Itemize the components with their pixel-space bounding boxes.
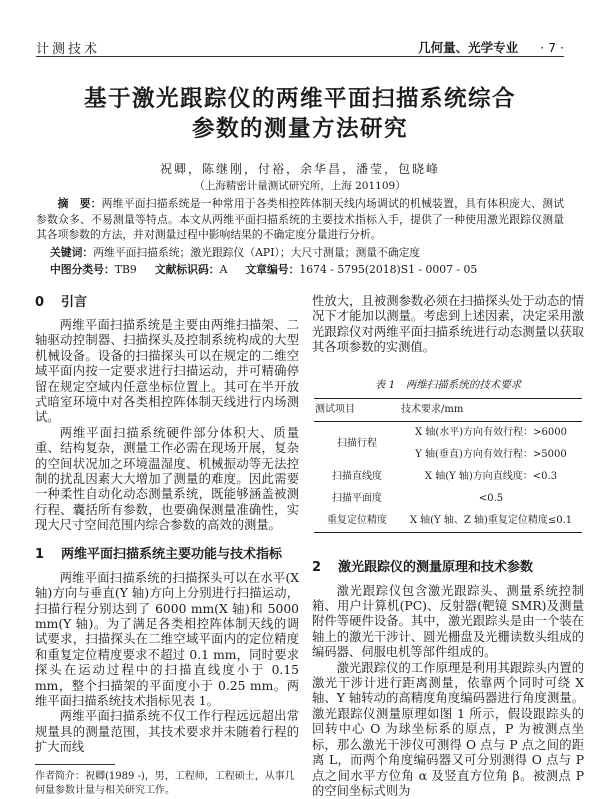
authors: 祝卿，陈继刚，付裕，余华昌，潘莹，包晓峰	[159, 162, 440, 176]
table-cell: <0.5	[478, 493, 504, 505]
section-title: 激光跟踪仪的测量原理和技术参数	[338, 559, 534, 575]
article-number-value: 1674 - 5795(2018)S1 - 0007 - 05	[299, 263, 478, 276]
section-title: 两维平面扫描系统主要功能与技术指标	[61, 546, 283, 562]
table-cell: 扫描平面度	[332, 493, 382, 505]
table-cell: X 轴(Y 轴)方向直线度：<0.3	[424, 471, 558, 483]
section-number: 1	[35, 546, 45, 562]
section-2-heading	[312, 559, 584, 577]
footnote-block	[35, 756, 299, 798]
paragraph: 两维平面扫描系统不仅工作行程远远超出常规量具的测量范围，其技术要求并未随着行程的扩大而线	[35, 709, 299, 755]
running-header	[418, 38, 564, 56]
header-rule	[36, 56, 564, 57]
footnote-rule	[35, 764, 115, 765]
table-row	[314, 421, 582, 444]
paragraph: 激光跟踪仪的工作原理是利用其跟踪头内置的激光干涉计进行距离测量，依靠两个同时可绕 X 轴、Y 轴转动的高精度角度编码器进行角度测量。激光跟踪仪测量原理如图 1 所示，假设跟踪头的回转中心 O 为球坐标系的原点，P 为被测点坐标，那么激光干涉仪可测得 O 点与 P 点之间的距离 L，而两个角度编码器又可分别测得 O 点与 P 点之间水平方位角 α 及竖直方位角 β。被测点 P 的空间坐标式则为	[312, 660, 584, 798]
paragraph: 两维平面扫描系统是主要由两维扫描架、二轴驱动控制器、扫描探头及控制系统构成的大型机械设备。设备的扫描探头可以在规定的二维空域平面内按一定要求进行扫描运动，并可精确停留在规定空域内任意坐标位置上。其可在半开放式暗室环境中对各类相控阵体制天线进行内场测试。	[35, 318, 299, 425]
paragraph: 性放大，且被测参数必须在扫描探头处于动态的情况下才能加以测量。考虑到上述因素，决定采用激光跟踪仪对两维平面扫描系统进行动态测量以获取其各项参数的实测值。	[312, 294, 584, 355]
abstract	[36, 196, 564, 243]
table-header-row	[314, 398, 582, 421]
article-number-label: 文章编号：	[245, 263, 300, 276]
table-cell: 扫描直线度	[332, 471, 382, 483]
paper-title	[0, 84, 600, 144]
keywords-label: 关键词：	[50, 245, 94, 259]
table-cell: 扫描行程	[337, 438, 377, 450]
section-0-heading	[35, 294, 299, 312]
table-caption: 表 1 两维扫描系统的技术要求	[374, 378, 522, 391]
table-row	[314, 488, 582, 510]
classification-line	[36, 262, 564, 278]
table-cell: X 轴(水平)方向有效行程：>6000	[415, 427, 567, 439]
front-matter	[36, 196, 564, 278]
affiliation: （上海精密计量测试研究所，上海 201109）	[194, 180, 406, 192]
paragraph: 两维平面扫描系统的扫描探头可以在水平(X 轴)方向与垂直(Y 轴)方向上分别进行扫描运动，扫描行程分别达到了 6000 mm(X 轴)和 5000 mm(Y 轴)。为了满足各类相控阵体制天线的调试要求，扫描探头在二维空域平面内的定位精度和重复定位精度要求不超过 0.1 mm，同时要求探头在运动过程中的扫描直线度小于 0.15 mm，整个扫描架的平面度小于 0.25 mm。两维平面扫描系统技术指标见表 1。	[35, 570, 299, 708]
section-number: 0	[35, 295, 45, 310]
title-line-2: 参数的测量方法研究	[191, 116, 408, 142]
section-title: 引言	[61, 295, 88, 310]
table-1	[314, 398, 582, 533]
table-row	[314, 510, 582, 533]
page-number: · 7 ·	[540, 40, 564, 55]
clc-value: TB9	[114, 263, 137, 276]
table-cell: Y 轴(垂直)方向有效行程：>5000	[415, 449, 567, 461]
paragraph: 两维平面扫描系统硬件部分体积大、质量重、结构复杂，测量工作必需在现场开展，复杂的空间状况加之环境温湿度、机械振动等无法控制的扰乱因素大大增加了测量的难度。因此需要一种柔性自动化动态测量系统，既能够涵盖被测行程、囊括所有参数，也要确保测量准确性，实现大尺寸空间范围内综合参数的高效的测量。	[35, 425, 299, 533]
doc-code-value: A	[219, 263, 228, 276]
table-cell: 重复定位精度	[314, 510, 400, 533]
section-1-heading	[35, 546, 299, 564]
right-column	[312, 294, 584, 799]
section-number: 2	[312, 559, 322, 575]
abstract-label: 摘 要：	[57, 197, 102, 210]
abstract-text: 两维平面扫描系统是一种常用于各类相控阵体制天线内场调试的机械装置，具有体积庞大、测试参数众多、不易测量等特点。本文从两维平面扫描系统的主要技术指标入手，提供了一种使用激光跟踪仪测量其各项参数的方法，并对测量过程中影响结果的不确定度分量进行分析。	[36, 197, 565, 241]
paragraph: 激光跟踪仪包含激光跟踪头、测量系统控制箱、用户计算机(PC)、反射器(靶镜 SMR)及测量附件等硬件设备。其中，激光跟踪头是由一个装在轴上的激光干涉计、圆光栅盘及光栅读数头组成的编码器、伺服电机等部件组成的。	[312, 583, 584, 660]
doc-code-label: 文献标识码：	[154, 263, 220, 276]
specialty-label: 几何量、光学专业	[418, 40, 519, 55]
author-footnote: 作者简介：祝卿(1989 -)，男，工程师，工程硕士，从事几何量参数计量与相关研究工作。	[35, 770, 295, 796]
table-row	[314, 466, 582, 488]
clc-label: 中图分类号：	[50, 263, 115, 276]
column-header: 技术要求/mm	[400, 398, 582, 421]
column-header: 测试项目	[314, 398, 400, 421]
left-column	[35, 294, 299, 798]
keywords-text: 两维平面扫描系统；激光跟踪仪（API）；大尺寸测量；测量不确定度	[93, 245, 421, 259]
table-cell: X 轴(Y 轴、Z 轴)重复定位精度≤0.1	[400, 510, 582, 533]
title-line-1: 基于激光跟踪仪的两维平面扫描系统综合	[83, 86, 516, 112]
journal-section-header: 计测技术	[36, 42, 101, 57]
keywords	[36, 245, 564, 261]
